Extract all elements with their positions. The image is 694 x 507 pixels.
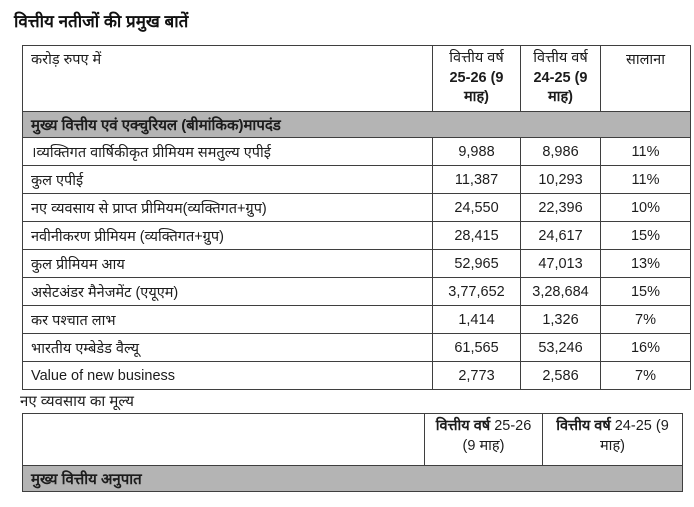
yoy-header-cell: सालाना: [601, 46, 691, 112]
table-row: [23, 138, 691, 166]
row-label: कुल प्रीमियम आय: [23, 250, 433, 278]
fy-prior-prefix: वित्तीय वर्ष: [533, 50, 588, 66]
yoy-value: 15%: [601, 278, 691, 306]
yoy-value: 16%: [601, 334, 691, 362]
table-row: [23, 306, 691, 334]
row-label: नए व्यवसाय से प्राप्त प्रीमियम(व्यक्तिगत+ग्रुप): [23, 194, 433, 222]
fy2425-value: 53,246: [521, 334, 601, 362]
fy-prior-header-cell: [543, 414, 683, 466]
fy2425-value: 3,28,684: [521, 278, 601, 306]
fy-current-label: वित्तीय वर्ष: [435, 418, 491, 434]
fy2526-value: 11,387: [433, 166, 521, 194]
fy2425-value: 24,617: [521, 222, 601, 250]
fy2425-value: 10,293: [521, 166, 601, 194]
fy2526-value: 52,965: [433, 250, 521, 278]
row-label: Value of new business: [23, 362, 433, 390]
yoy-value: 11%: [601, 138, 691, 166]
fy-current-header-cell: [433, 46, 521, 112]
row-label: भारतीय एम्बेडेड वैल्यू: [23, 334, 433, 362]
fy2425-value: 22,396: [521, 194, 601, 222]
yoy-value: 13%: [601, 250, 691, 278]
empty-header-cell: [23, 414, 425, 466]
yoy-value: 7%: [601, 306, 691, 334]
fy2526-value: 3,77,652: [433, 278, 521, 306]
yoy-value: 11%: [601, 166, 691, 194]
fy-current-header-cell: [425, 414, 543, 466]
fy-current-period: 25-26 (9 माह): [462, 418, 532, 454]
fy2526-value: 2,773: [433, 362, 521, 390]
unit-label-cell: करोड़ रुपए में: [23, 46, 433, 112]
row-label: ।व्यक्तिगत वार्षिकीकृत प्रीमियम समतुल्य एपीई: [23, 138, 433, 166]
page-title: वित्तीय नतीजों की प्रमुख बातें: [14, 12, 189, 31]
table-row: [23, 250, 691, 278]
section-header-label: मुख्य वित्तीय एवं एक्चुरियल (बीमांकिक)मापदंड: [23, 112, 691, 138]
financial-highlights-table: [22, 45, 691, 390]
fy2526-value: 61,565: [433, 334, 521, 362]
fy-prior-header-cell: [521, 46, 601, 112]
fy-prior-period: 24-25 (9 माह): [600, 418, 669, 454]
row-label: कुल एपीई: [23, 166, 433, 194]
fy2425-value: 47,013: [521, 250, 601, 278]
yoy-value: 10%: [601, 194, 691, 222]
table-row: [23, 334, 691, 362]
fy2526-value: 9,988: [433, 138, 521, 166]
fy2425-value: 2,586: [521, 362, 601, 390]
row-label: नवीनीकरण प्रीमियम (व्यक्तिगत+ग्रुप): [23, 222, 433, 250]
fy2526-value: 28,415: [433, 222, 521, 250]
table-row: [23, 166, 691, 194]
yoy-value: 7%: [601, 362, 691, 390]
table-header-row: [23, 414, 683, 466]
fy2526-value: 1,414: [433, 306, 521, 334]
fy-prior-label: वित्तीय वर्ष: [556, 418, 611, 434]
section-header-row: [23, 112, 691, 138]
fy2425-value: 1,326: [521, 306, 601, 334]
table-row: [23, 362, 691, 390]
table-row: [23, 278, 691, 306]
fy-prior-period: 24-25 (9 माह): [533, 69, 588, 106]
row-label: असेटअंडर मैनेजमेंट (एयूएम): [23, 278, 433, 306]
value-of-new-business-caption: नए व्यवसाय का मूल्य: [20, 393, 134, 410]
section-header-label: मुख्य वित्तीय अनुपात: [23, 466, 683, 492]
yoy-value: 15%: [601, 222, 691, 250]
fy2526-value: 24,550: [433, 194, 521, 222]
fy-current-prefix: वित्तीय वर्ष: [449, 50, 504, 66]
fy2425-value: 8,986: [521, 138, 601, 166]
table-row: [23, 222, 691, 250]
table-row: [23, 194, 691, 222]
key-ratios-table: [22, 413, 683, 492]
section-header-row: [23, 466, 683, 492]
fy-current-period: 25-26 (9 माह): [449, 69, 504, 106]
table-header-row: [23, 46, 691, 112]
row-label: कर पश्चात लाभ: [23, 306, 433, 334]
